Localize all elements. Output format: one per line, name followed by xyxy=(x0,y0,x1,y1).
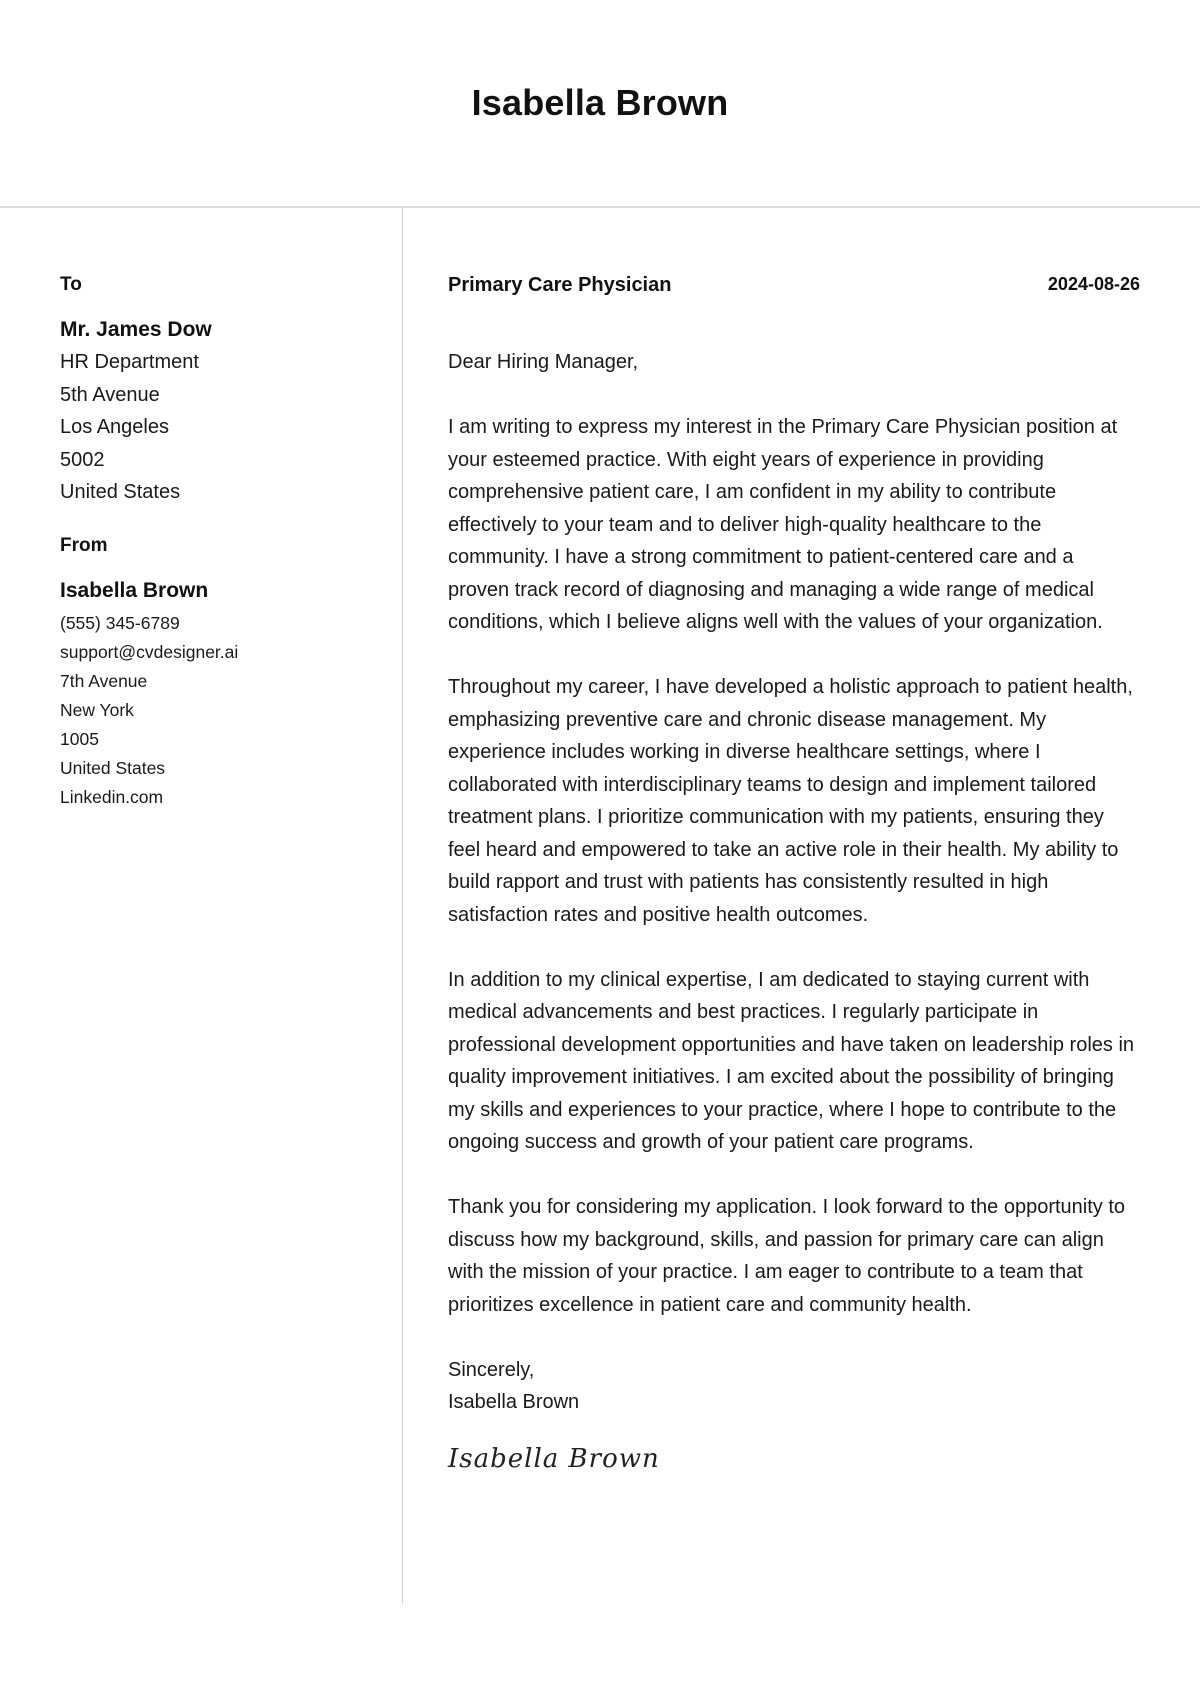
paragraph: Thank you for considering my application. I look forward to the opportunity to discuss how my background, skills, and passion for primary care can align with the mission of your practice. I am eager to contribute to a team that prioritizes excellence in patient care and community health. xyxy=(448,1196,1126,1316)
recipient-street: 5th Avenue xyxy=(60,383,160,406)
signature: Isabella Brown xyxy=(448,1443,660,1474)
sender-street: 7th Avenue xyxy=(60,670,148,691)
sender-postcode: 1005 xyxy=(60,728,99,749)
paragraph: In addition to my clinical expertise, I am dedicated to staying current with medical advancements and best practices. I regularly participate in professional development opportunities and have taken on leadership roles in quality improvement initiatives. I am excited about the possibility of bringing my skills and experiences to your practice, where I hope to contribute to the ongoing success and growth of your patient care programs. xyxy=(448,968,1135,1153)
recipient-country: United States xyxy=(60,481,181,503)
paragraph: Throughout my career, I have developed a holistic approach to patient health, emphasizing preventive care and chronic disease management. My experience includes working in diverse healthcare settings, where I collaborated with interdisciplinary teams to design and implement tailored treatment plans. I prioritize communication with my patients, ensuring they feel heard and empowered to take an active role in their health. My ability to build rapport and trust with patients has consistently resulted in high satisfaction rates and positive health outcomes. xyxy=(448,676,1133,926)
sender-city: New York xyxy=(60,699,134,720)
letter-body xyxy=(448,270,1140,1477)
header-name: Isabella Brown xyxy=(471,82,729,123)
sender-country: United States xyxy=(60,757,166,778)
sender-linkedin: Linkedin.com xyxy=(60,786,164,807)
job-title: Primary Care Physician xyxy=(448,274,672,296)
paragraph: I am writing to express my interest in the Primary Care Physician position at your esteemed practice. With eight years of experience in providing comprehensive patient care, I am confident in my ability to contribute effectively to your team and to deliver high-quality healthcare to the community. I have a strong commitment to patient-centered care and a proven track record of diagnosing and managing a wide range of medical conditions, which I believe aligns well with the values of your organization. xyxy=(448,416,1118,633)
recipient-block xyxy=(60,270,380,509)
recipient-city: Los Angeles xyxy=(60,416,169,438)
sender-name: Isabella Brown xyxy=(60,578,209,602)
closing-block xyxy=(448,1354,1140,1419)
page-header xyxy=(0,0,1200,208)
sender-block xyxy=(60,531,380,812)
sidebar xyxy=(60,270,380,812)
recipient-name: Mr. James Dow xyxy=(60,318,212,341)
closing-phrase: Sincerely, xyxy=(448,1358,535,1381)
recipient-postcode: 5002 xyxy=(60,448,105,471)
closing-name: Isabella Brown xyxy=(448,1391,580,1413)
recipient-department: HR Department xyxy=(60,351,199,373)
salutation: Dear Hiring Manager, xyxy=(448,351,639,373)
sender-label: From xyxy=(60,534,108,556)
letter-date: 2024-08-26 xyxy=(1047,274,1140,294)
column-divider xyxy=(402,208,403,1604)
sender-phone: (555) 345-6789 xyxy=(60,612,180,633)
letter-top-row xyxy=(448,270,1140,302)
sender-email: support@cvdesigner.ai xyxy=(60,641,239,662)
recipient-label: To xyxy=(60,274,82,295)
